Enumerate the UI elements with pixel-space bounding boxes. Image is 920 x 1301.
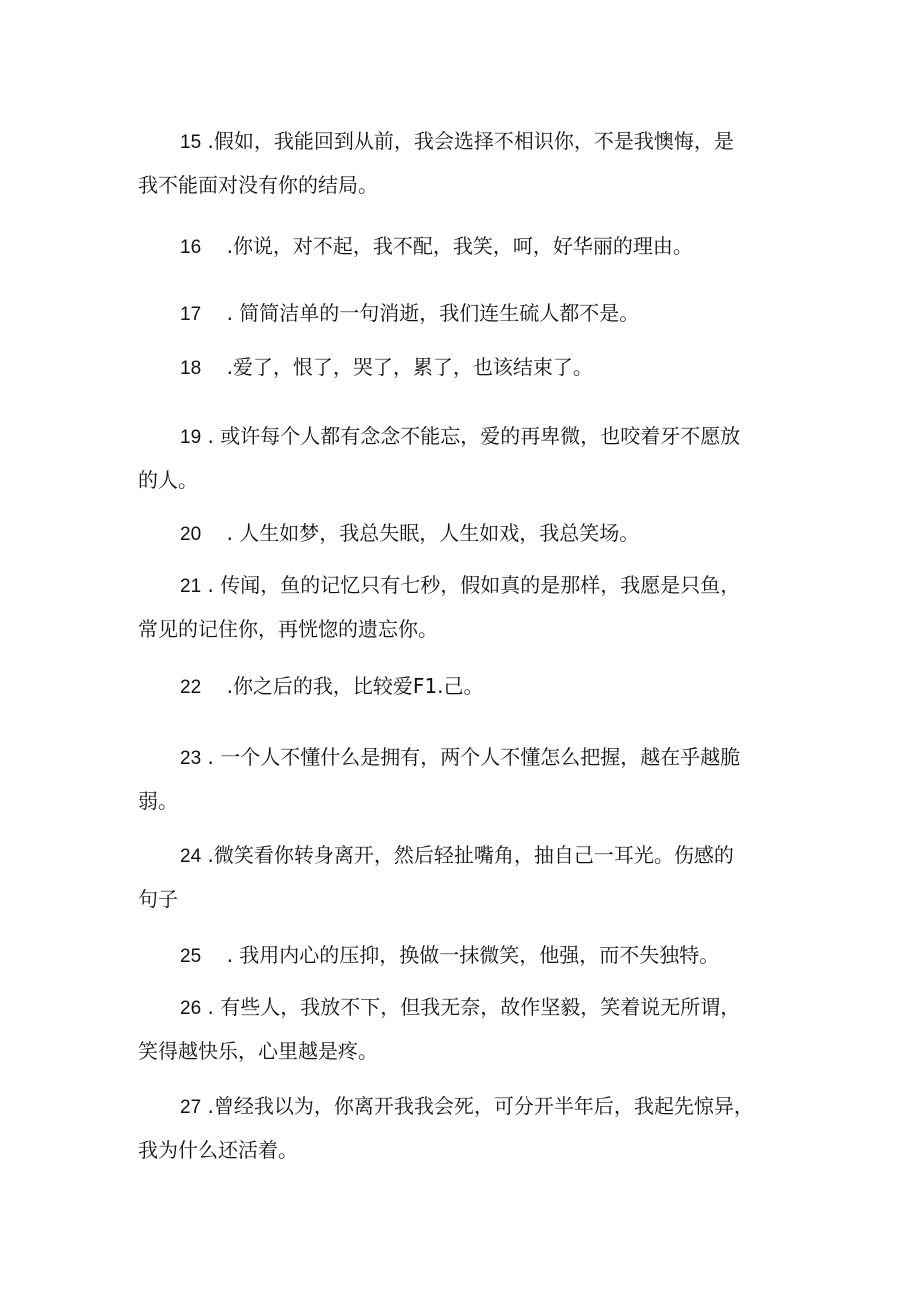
entry-number: 26 bbox=[180, 998, 202, 1019]
entry-separator: . bbox=[201, 995, 221, 1019]
entry-text: 有些人，我放不下，但我无奈，故作坚毅，笑着说无所谓， bbox=[220, 995, 741, 1019]
entry-text: 简简洁单的一句消逝，我们连生硫人都不是。 bbox=[239, 301, 640, 325]
list-item bbox=[138, 833, 788, 921]
entry-separator: . bbox=[201, 424, 221, 448]
entry-text: 一个人不懂什么是拥有，两个人不懂怎么把握，越在乎越脆 bbox=[220, 745, 741, 769]
entry-text: 微笑看你转身离开，然后轻扯嘴角，抽自己一耳光。伤感的 bbox=[213, 843, 734, 867]
entry-first-line bbox=[138, 345, 788, 389]
list-item bbox=[138, 414, 788, 502]
entry-text: 假如，我能回到从前，我会选择不相识你，不是我懊悔，是 bbox=[213, 129, 734, 153]
list-item bbox=[138, 985, 788, 1073]
entry-separator: . bbox=[201, 674, 233, 698]
entry-number: 20 bbox=[180, 524, 202, 545]
entry-text: 爱了，恨了，哭了，累了，也该结束了。 bbox=[232, 355, 593, 379]
entry-separator: . bbox=[201, 943, 240, 967]
entry-separator: . bbox=[201, 745, 221, 769]
entry-first-line bbox=[138, 735, 788, 779]
entry-first-line bbox=[138, 833, 788, 877]
entry-separator: . bbox=[201, 573, 221, 597]
entry-separator: . bbox=[201, 129, 214, 153]
entry-number: 25 bbox=[180, 946, 202, 967]
entry-first-line bbox=[138, 933, 788, 977]
list-item bbox=[138, 119, 788, 207]
entry-number: 19 bbox=[180, 427, 202, 448]
entry-number: 16 bbox=[180, 237, 202, 258]
entry-continuation-line: 常见的记住你，再恍惚的遗忘你。 bbox=[138, 617, 438, 641]
list-item bbox=[138, 563, 788, 651]
entry-continuation-line: 我为什么还活着。 bbox=[138, 1138, 298, 1162]
list-item bbox=[138, 224, 788, 268]
entry-first-line bbox=[138, 563, 788, 607]
entry-number: 23 bbox=[180, 748, 202, 769]
entry-first-line bbox=[138, 119, 788, 163]
entry-number: 18 bbox=[180, 358, 202, 379]
entry-first-line bbox=[138, 291, 788, 335]
entry-number: 17 bbox=[180, 304, 202, 325]
entry-continuation-line: 笑得越快乐，心里越是疼。 bbox=[138, 1039, 378, 1063]
entry-separator: . bbox=[201, 843, 214, 867]
entry-first-line bbox=[138, 224, 788, 268]
entry-separator: . bbox=[201, 234, 233, 258]
entry-text: 我用内心的压抑，换做一抹微笑，他强，而不失独特。 bbox=[239, 943, 720, 967]
entry-text: 你说，对不起，我不配，我笑，呵，好华丽的理由。 bbox=[232, 234, 693, 258]
entry-first-line bbox=[138, 511, 788, 555]
entry-separator: . bbox=[201, 521, 240, 545]
list-item bbox=[138, 511, 788, 555]
entry-first-line bbox=[138, 664, 788, 708]
entry-number: 21 bbox=[180, 576, 202, 597]
entry-text: 曾经我以为，你离开我我会死，可分开半年后，我起先惊异， bbox=[213, 1094, 754, 1118]
entry-continuation-line: 弱。 bbox=[138, 789, 178, 813]
entry-number: 24 bbox=[180, 846, 202, 867]
entry-first-line bbox=[138, 1084, 788, 1128]
entry-number: 15 bbox=[180, 132, 202, 153]
entry-text: 你之后的我，比较爱F1.己。 bbox=[232, 674, 484, 698]
entry-separator: . bbox=[201, 1094, 214, 1118]
entry-first-line bbox=[138, 985, 788, 1029]
entry-text: 传闻，鱼的记忆只有七秒，假如真的是那样，我愿是只鱼， bbox=[220, 573, 741, 597]
entry-continuation-line: 我不能面对没有你的结局。 bbox=[138, 173, 378, 197]
list-item bbox=[138, 345, 788, 389]
entry-separator: . bbox=[201, 355, 233, 379]
list-item bbox=[138, 735, 788, 823]
entry-continuation-line: 的人。 bbox=[138, 468, 198, 492]
list-item bbox=[138, 1084, 788, 1172]
entry-number: 22 bbox=[180, 677, 202, 698]
list-item bbox=[138, 933, 788, 977]
entry-continuation-line: 句子 bbox=[138, 887, 178, 911]
entry-separator: . bbox=[201, 301, 240, 325]
entry-text: 人生如梦，我总失眠，人生如戏，我总笑场。 bbox=[239, 521, 640, 545]
list-item bbox=[138, 664, 788, 708]
entry-first-line bbox=[138, 414, 788, 458]
entry-text: 或许每个人都有念念不能忘，爱的再卑微，也咬着牙不愿放 bbox=[220, 424, 741, 448]
entry-number: 27 bbox=[180, 1097, 202, 1118]
list-item bbox=[138, 291, 788, 335]
